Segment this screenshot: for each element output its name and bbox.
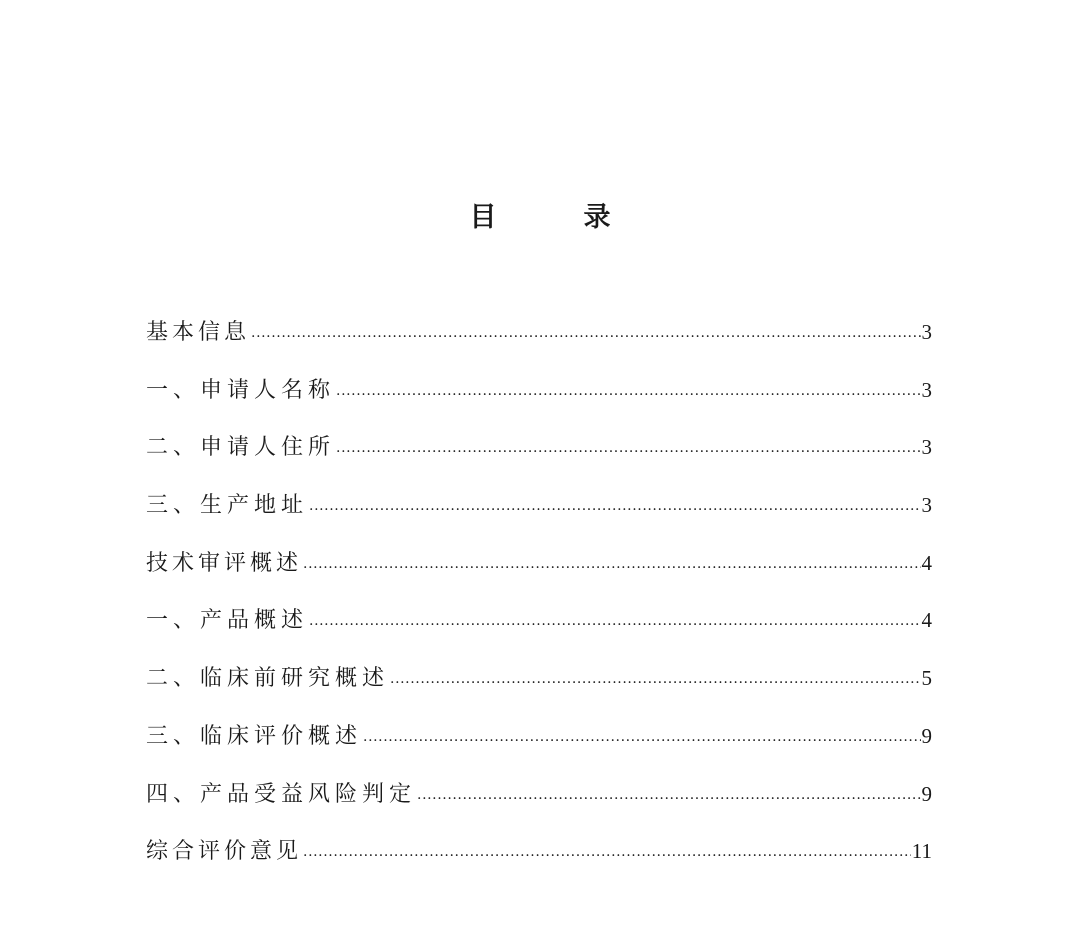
toc-leader-dots bbox=[417, 775, 920, 815]
toc-leader-dots bbox=[363, 717, 920, 757]
toc-entry-technical-review[interactable] bbox=[146, 543, 932, 601]
toc-leader-dots bbox=[303, 544, 920, 584]
toc-entry-benefit-risk[interactable] bbox=[146, 774, 932, 832]
toc-title: 目 录 bbox=[469, 202, 641, 233]
toc-leader-dots bbox=[309, 486, 920, 526]
toc-entry-page-number: 9 bbox=[921, 723, 932, 748]
toc-entry-clinical-evaluation[interactable] bbox=[146, 716, 932, 774]
toc-leader-dots bbox=[251, 313, 920, 353]
toc-entry-page-number: 4 bbox=[921, 550, 932, 575]
toc-leader-dots bbox=[303, 832, 911, 872]
toc-leader-dots bbox=[336, 428, 920, 468]
toc-entry-page-number: 3 bbox=[921, 435, 932, 460]
toc-entry-overall-opinion[interactable] bbox=[146, 831, 932, 889]
toc-entry-page-number: 9 bbox=[921, 781, 932, 806]
toc-entry-preclinical-study[interactable] bbox=[146, 658, 932, 716]
table-of-contents bbox=[146, 312, 932, 889]
toc-entry-label: 一、申请人名称 bbox=[146, 377, 336, 403]
toc-entry-label: 四、产品受益风险判定 bbox=[146, 781, 417, 807]
toc-entry-applicant-address[interactable] bbox=[146, 427, 932, 485]
toc-entry-label: 三、临床评价概述 bbox=[146, 723, 363, 749]
toc-entry-label: 二、申请人住所 bbox=[146, 435, 336, 461]
toc-entry-applicant-name[interactable] bbox=[146, 370, 932, 428]
toc-entry-label: 综合评价意见 bbox=[146, 839, 303, 865]
toc-entry-page-number: 5 bbox=[921, 666, 932, 691]
toc-entry-label: 二、临床前研究概述 bbox=[146, 666, 390, 692]
toc-entry-page-number: 4 bbox=[921, 608, 932, 633]
toc-entry-page-number: 3 bbox=[921, 377, 932, 402]
toc-leader-dots bbox=[309, 601, 920, 641]
toc-entry-label: 三、生产地址 bbox=[146, 493, 309, 519]
toc-entry-label: 一、产品概述 bbox=[146, 608, 309, 634]
toc-entry-basic-info[interactable] bbox=[146, 312, 932, 370]
toc-leader-dots bbox=[336, 371, 920, 411]
toc-entry-product-overview[interactable] bbox=[146, 600, 932, 658]
toc-leader-dots bbox=[390, 659, 920, 699]
toc-entry-page-number: 3 bbox=[921, 320, 932, 344]
toc-entry-page-number: 3 bbox=[921, 493, 932, 518]
toc-entry-page-number: 11 bbox=[911, 839, 932, 864]
toc-entry-production-address[interactable] bbox=[146, 485, 932, 543]
toc-entry-label: 技术审评概述 bbox=[146, 550, 303, 576]
toc-entry-label: 基本信息 bbox=[146, 320, 251, 345]
